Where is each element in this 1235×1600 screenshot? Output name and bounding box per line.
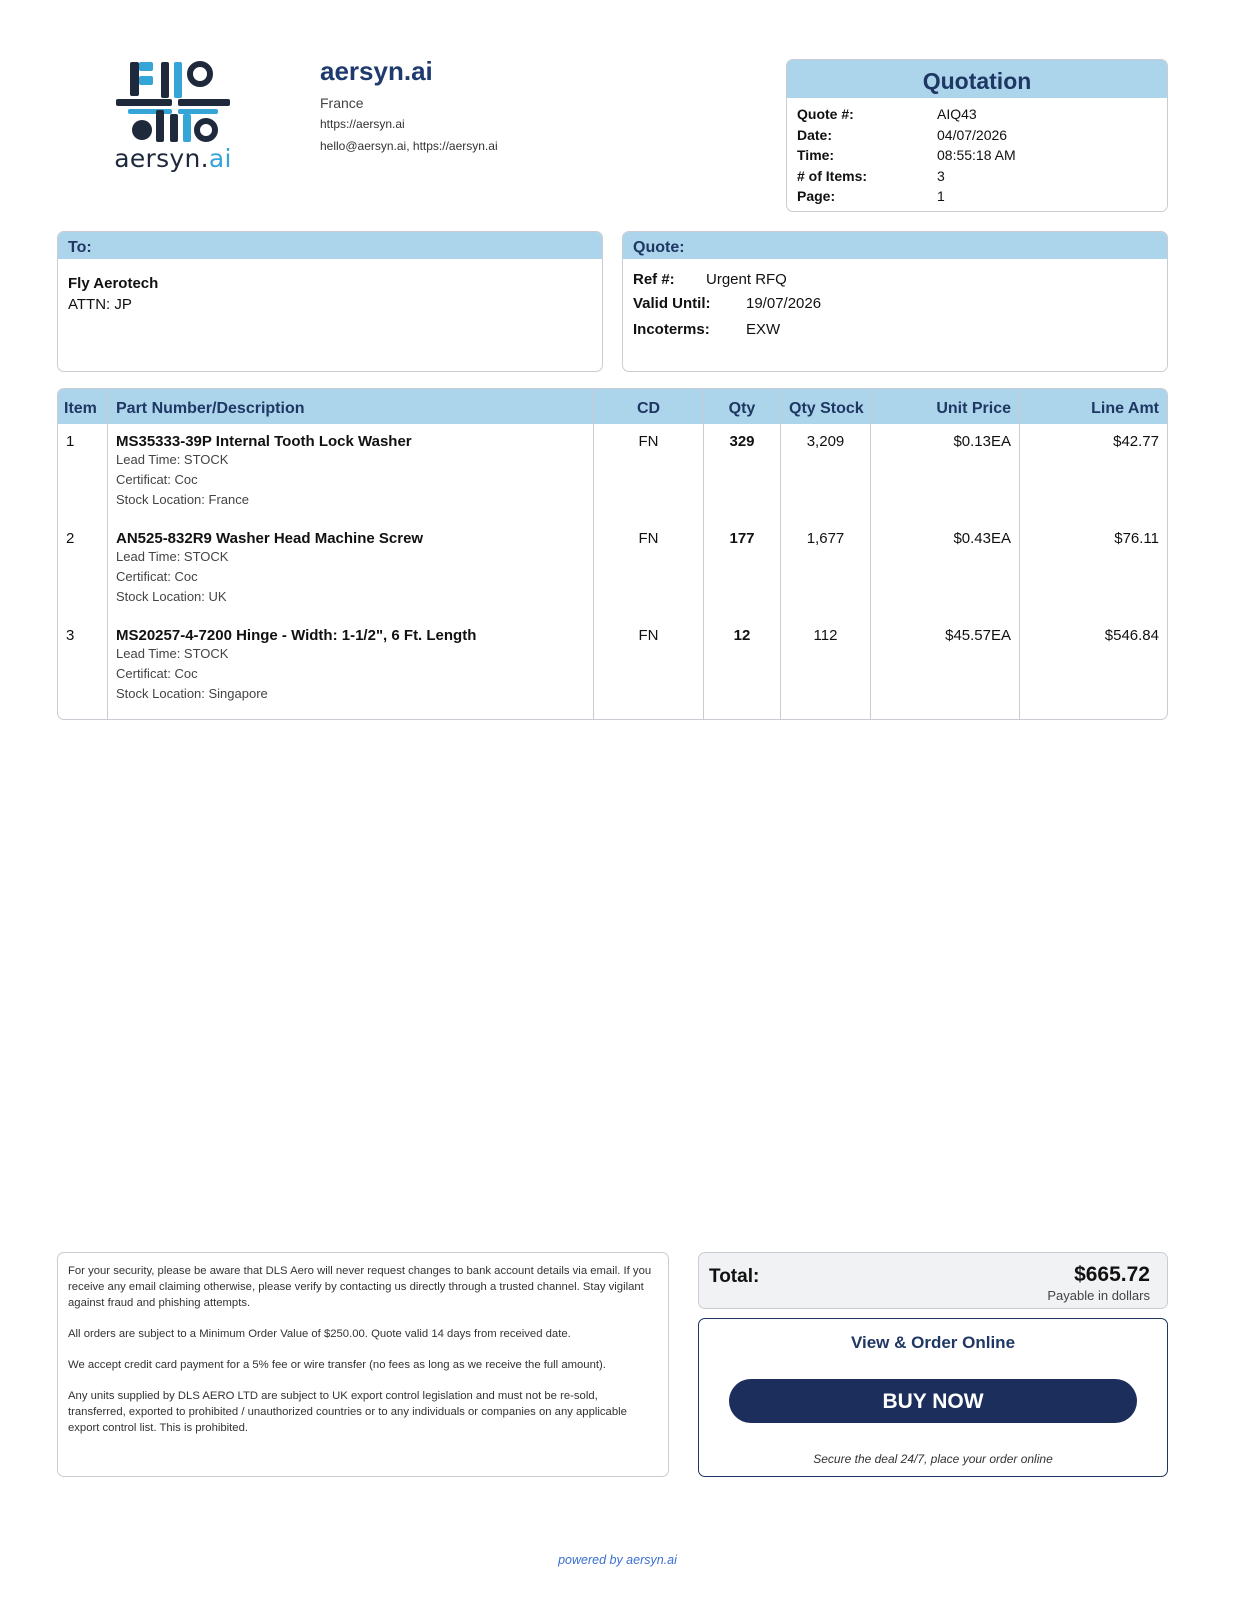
column-header-cd: CD <box>594 389 703 424</box>
minimum-order-note: All orders are subject to a Minimum Order Value of $250.00. Quote valid 14 days from received date. <box>68 1328 571 1340</box>
row-1-certificate: Certificat: Coc <box>116 472 198 487</box>
company-country: France <box>320 95 364 111</box>
recipient-box <box>57 231 603 372</box>
column-qty <box>704 389 781 719</box>
total-box <box>698 1252 1168 1309</box>
company-info <box>320 56 498 153</box>
recipient-company: Fly Aerotech <box>68 275 159 292</box>
quote-time-row: Time: 08:55:18 AM <box>797 147 1016 163</box>
row-3-qty-stock: 112 <box>813 627 838 644</box>
items-table <box>57 388 1168 720</box>
row-3-qty: 12 <box>733 627 751 644</box>
column-line-amt <box>1020 389 1167 719</box>
row-1-qty: 329 <box>729 433 755 450</box>
recipient-attn: ATTN: JP <box>68 296 132 313</box>
row-1-location: Stock Location: France <box>116 492 249 507</box>
valid-until-row: Valid Until: 19/07/2026 <box>633 295 822 312</box>
column-cd <box>594 389 704 719</box>
view-order-online-link[interactable]: View & Order Online <box>850 1333 1016 1352</box>
row-3-line-amt: $546.84 <box>1104 627 1159 644</box>
row-2-lead-time: Lead Time: STOCK <box>116 549 229 564</box>
total-amount: $665.72 <box>1074 1263 1150 1286</box>
quote-reference-heading: Quote: <box>623 232 1167 259</box>
buy-now-button[interactable]: BUY NOW <box>729 1379 1137 1423</box>
row-3-unit-price: $45.57EA <box>945 627 1011 644</box>
order-online-box <box>698 1318 1168 1477</box>
company-website[interactable]: https://aersyn.ai <box>320 117 405 131</box>
column-header-item: Item <box>58 389 107 424</box>
row-2-part-number: AN525-832R9 Washer Head Machine Screw <box>116 530 424 547</box>
row-2-qty: 177 <box>729 530 755 547</box>
quotation-title: Quotation <box>787 60 1167 98</box>
quote-number-row: Quote #: AIQ43 <box>797 106 977 122</box>
column-header-qty: Qty <box>704 389 780 424</box>
row-3-description <box>108 627 593 704</box>
row-2-line-amt: $76.11 <box>1114 530 1159 547</box>
column-header-part: Part Number/Description <box>108 389 593 424</box>
logo-mark-icon <box>108 60 238 144</box>
powered-by-footer[interactable]: powered by aersyn.ai <box>558 1553 677 1567</box>
quote-items-count-row: # of Items: 3 <box>797 167 945 184</box>
order-online-note: Secure the deal 24/7, place your order online <box>813 1452 1053 1466</box>
column-part <box>108 389 594 719</box>
quote-reference-box <box>622 231 1168 372</box>
security-note: For your security, please be aware that DLS Aero will never request changes to bank account details via email. If you receive any email claiming otherwise, please verify by contacting us directly through a trusted channel. Stay vigilant against fraud and phishing attempts. <box>68 1265 652 1309</box>
row-1-cd: FN <box>638 433 659 450</box>
row-2-certificate: Certificat: Coc <box>116 569 198 584</box>
quote-page-row: Page: 1 <box>797 188 945 204</box>
company-logo <box>108 60 238 180</box>
row-1-description <box>108 433 593 510</box>
payment-note: We accept credit card payment for a 5% fee or wire transfer (no fees as long as we receive the full amount). <box>68 1359 606 1371</box>
row-1-item: 1 <box>66 433 75 450</box>
recipient-heading: To: <box>58 232 602 259</box>
column-header-qty-stock: Qty Stock <box>781 389 870 424</box>
incoterms-row: Incoterms: EXW <box>633 321 781 338</box>
total-currency-note: Payable in dollars <box>1047 1288 1150 1303</box>
row-2-description <box>108 530 593 607</box>
logo-wordmark: aersyn.ai <box>114 144 232 173</box>
column-header-unit-price: Unit Price <box>871 389 1019 424</box>
row-1-lead-time: Lead Time: STOCK <box>116 452 229 467</box>
row-2-unit-price: $0.43EA <box>953 530 1011 547</box>
row-2-qty-stock: 1,677 <box>806 530 845 547</box>
row-2-location: Stock Location: UK <box>116 589 227 604</box>
quotation-box <box>786 59 1168 212</box>
quote-date-row: Date: 04/07/2026 <box>797 126 1008 143</box>
company-contact[interactable]: hello@aersyn.ai, https://aersyn.ai <box>320 139 498 153</box>
row-3-item: 3 <box>66 627 75 644</box>
ref-number-row: Ref #: Urgent RFQ <box>633 271 787 288</box>
row-1-part-number: MS35333-39P Internal Tooth Lock Washer <box>116 433 412 450</box>
row-2-cd: FN <box>638 530 659 547</box>
total-label: Total: <box>709 1266 760 1287</box>
column-unit-price <box>871 389 1020 719</box>
row-3-location: Stock Location: Singapore <box>116 686 268 701</box>
column-qty-stock <box>781 389 871 719</box>
row-3-part-number: MS20257-4-7200 Hinge - Width: 1-1/2", 6 Ft. Length <box>116 627 477 644</box>
company-name: aersyn.ai <box>320 56 433 86</box>
row-1-line-amt: $42.77 <box>1113 433 1159 450</box>
export-control-note: Any units supplied by DLS AERO LTD are subject to UK export control legislation and must not be re-sold, transferred, exported to prohibited / unauthorized countries or to any individuals or companies on any applicable export control list. This is prohibited. <box>68 1390 627 1434</box>
terms-notes-box <box>57 1252 669 1477</box>
row-1-qty-stock: 3,209 <box>806 433 845 450</box>
row-3-lead-time: Lead Time: STOCK <box>116 646 229 661</box>
row-2-item: 2 <box>66 530 75 547</box>
column-header-line-amt: Line Amt <box>1020 389 1167 424</box>
row-3-cd: FN <box>638 627 659 644</box>
row-3-certificate: Certificat: Coc <box>116 666 198 681</box>
row-1-unit-price: $0.13EA <box>953 433 1011 450</box>
column-item <box>58 389 108 719</box>
